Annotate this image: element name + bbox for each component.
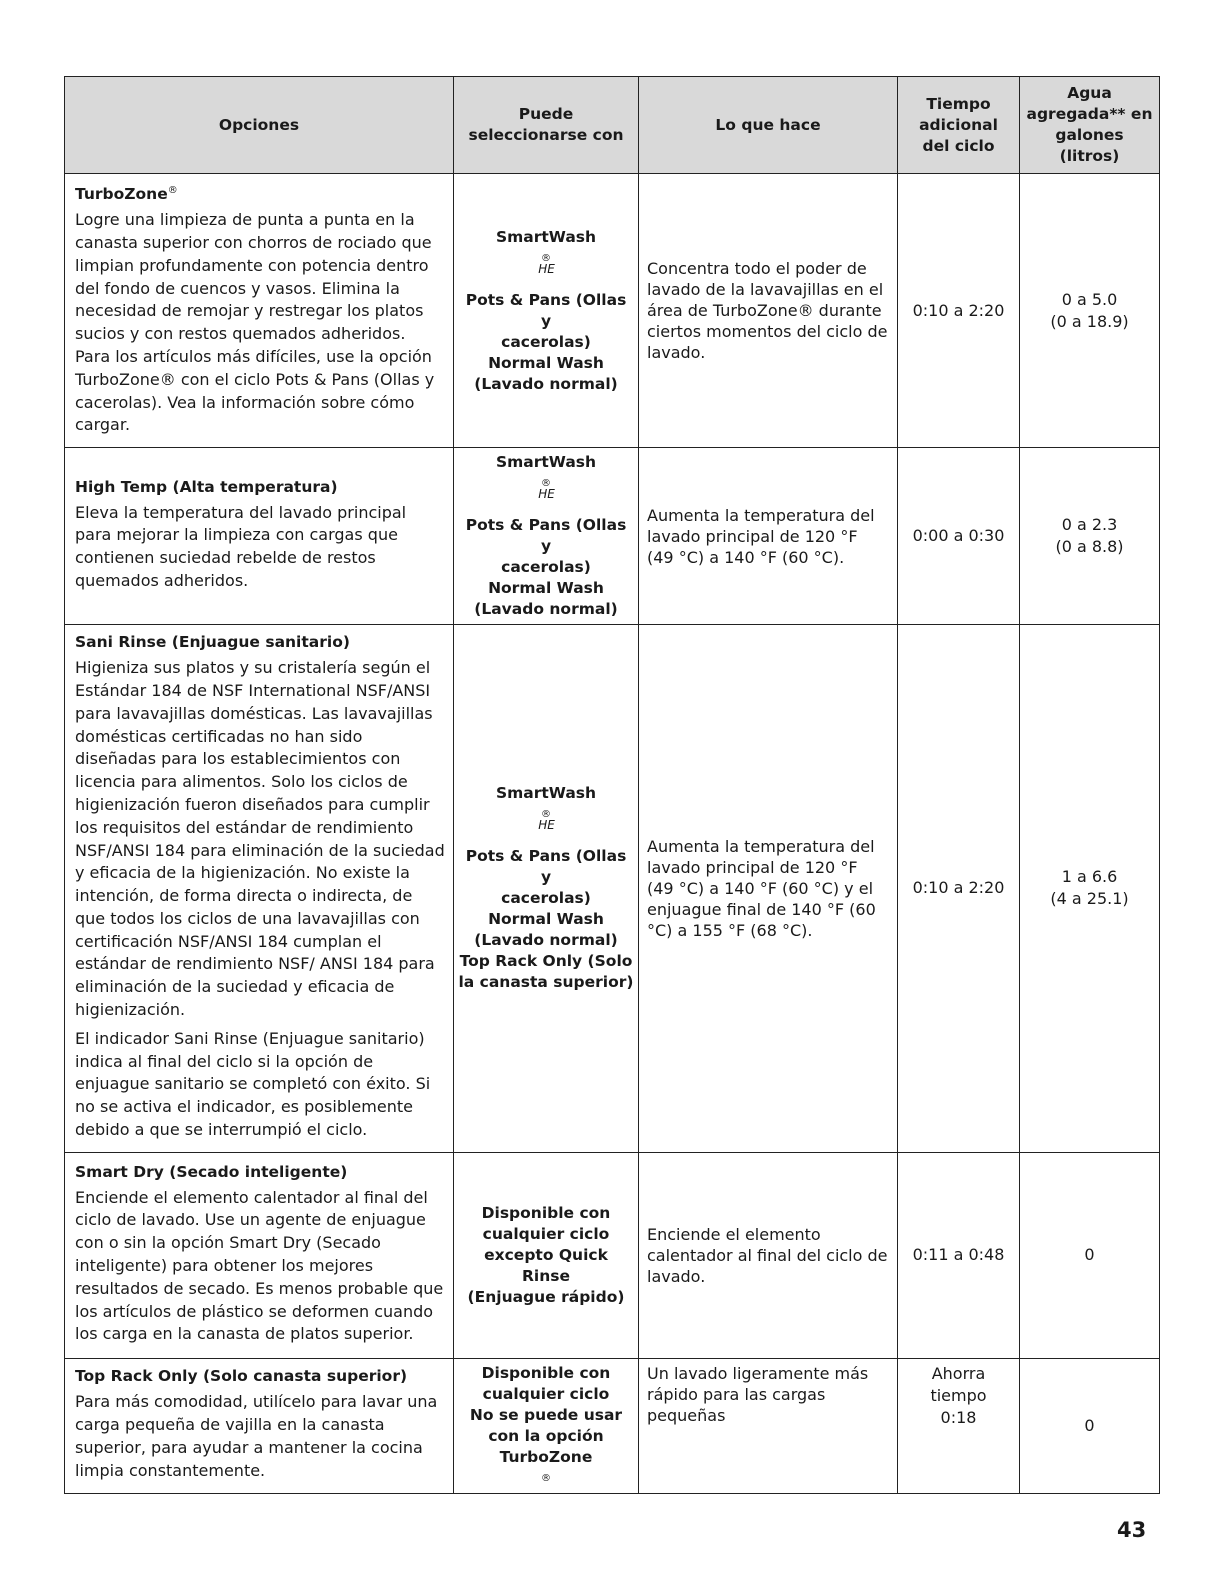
added-time-cell (898, 448, 1020, 625)
selectable-cycle: cualquier ciclo (482, 1224, 610, 1243)
selectable-cycle: (Enjuague rápido) (467, 1287, 625, 1306)
option-description (75, 1391, 445, 1482)
what-it-does-cell: Un lavado ligeramente más rápido para las cargas pequeñas (639, 1358, 898, 1493)
option-title: High Temp (Alta temperatura) (75, 477, 338, 496)
table-row (65, 1358, 1160, 1493)
option-cell (65, 1358, 454, 1493)
selectable-cycle: cacerolas) (501, 332, 591, 351)
what-it-does-cell: Concentra todo el poder de lavado de la lavavajillas en el área de TurboZone® durante ciertos momentos del ciclo de lavado. (639, 174, 898, 448)
selectable-cycle: (Lavado normal) (474, 374, 618, 393)
page-number: 43 (1117, 1518, 1147, 1542)
selectable-with-cell (454, 448, 639, 625)
added-time-value: 0:10 a 2:20 (912, 878, 1005, 898)
selectable-cycle: Top Rack Only (Solo (459, 952, 633, 971)
selectable-with-cell (454, 174, 639, 448)
option-description-paragraph: Eleva la temperatura del lavado principal para mejorar la limpieza con cargas que contienen suciedad rebelde de restos quemados adheridos. (75, 502, 407, 590)
selectable-cycle: Normal Wash (488, 910, 604, 929)
table-row (65, 1152, 1160, 1358)
selectable-cycle: SmartWash ® HE (495, 227, 597, 276)
option-description (75, 657, 445, 1142)
option-description-paragraph: Para más comodidad, utilícelo para lavar una carga pequeña de vajilla en la canasta superior, para ayudar a mantener la cocina limpia constantemente. (75, 1392, 438, 1480)
option-description (75, 502, 445, 593)
table-row (65, 448, 1160, 625)
selectable-cycle: (Lavado normal) (474, 600, 618, 619)
added-time-cell (898, 174, 1020, 448)
table-row (65, 174, 1160, 448)
added-time-value: 0:00 a 0:30 (912, 526, 1005, 546)
added-water-cell (1020, 448, 1160, 625)
added-time-cell (898, 625, 1020, 1153)
added-water-value: 0 a 5.0 (1061, 289, 1118, 309)
table-row (65, 625, 1160, 1153)
what-it-does-cell: Aumenta la temperatura del lavado principal de 120 °F (49 °C) a 140 °F (60 °C). (639, 448, 898, 625)
header-options: Opciones (65, 77, 454, 174)
selectable-cycle: Normal Wash (488, 579, 604, 598)
added-time-value: Ahorra (931, 1363, 986, 1383)
added-water-value: (4 a 25.1) (1050, 889, 1129, 909)
added-water-value: (0 a 18.9) (1050, 311, 1129, 331)
selectable-cycle: con la opción (488, 1426, 604, 1445)
added-time-value: tiempo (930, 1385, 987, 1405)
header-what-it-does: Lo que hace (639, 77, 898, 174)
added-water-value: 0 a 2.3 (1061, 515, 1118, 535)
selectable-cycle: cualquier ciclo (482, 1384, 610, 1403)
option-cell (65, 174, 454, 448)
option-description-paragraph: El indicador Sani Rinse (Enjuague sanitario) indica al final del ciclo si la opción de enjuague sanitario se completó con éxito. Si no se activa el indicador, es posiblemente debido a que se interrumpió el ciclo. (75, 1028, 431, 1140)
selectable-cycle: cacerolas) (501, 558, 591, 577)
selectable-cycle: Normal Wash (488, 353, 604, 372)
added-water-cell (1020, 174, 1160, 448)
selectable-cycle: SmartWash ® HE (495, 784, 597, 833)
added-time-value: 0:18 (940, 1407, 977, 1427)
option-description-paragraph: Higieniza sus platos y su cristalería según el Estándar 184 de NSF International NSF/ANSI para lavavajillas domésticas. Las lavavajillas domésticas certificadas no han sido diseñadas para los establecimientos con licencia para alimentos. Solo los ciclos de higienización fueron diseñados para cumplir los requisitos del estándar de rendimiento NSF/ANSI 184 para eliminación de la suciedad y eficacia de la higienización. No existe la intención, de forma directa o indirecta, de que todos los ciclos de una lavavajillas con certificación NSF/ANSI 184 cumplan el estándar de rendimiento NSF/ ANSI 184 para eliminación de la suciedad y eficacia de higienización. (75, 658, 445, 1020)
option-description-paragraph: Enciende el elemento calentador al final del ciclo de lavado. Use un agente de enjuague con o sin la opción Smart Dry (Secado inteligente) para obtener los mejores resultados de secado. Es menos probable que los artículos de plástico se deformen cuando los carga en la canasta de platos superior. (75, 1187, 444, 1344)
option-title: Smart Dry (Secado inteligente) (75, 1162, 348, 1181)
selectable-cycle: Pots & Pans (Ollas y (465, 516, 627, 556)
selectable-with-cell (454, 1358, 639, 1493)
selectable-cycle: No se puede usar (469, 1405, 623, 1424)
table-body (65, 174, 1160, 1494)
selectable-with-cell (454, 1152, 639, 1358)
selectable-cycle: excepto Quick Rinse (484, 1245, 608, 1285)
option-cell (65, 1152, 454, 1358)
option-description (75, 1187, 445, 1347)
selectable-cycle: Disponible con (481, 1203, 611, 1222)
selectable-cycle: Disponible con (481, 1363, 611, 1382)
selectable-with-cell (454, 625, 639, 1153)
selectable-cycle: la canasta superior) (458, 973, 634, 992)
added-water-cell (1020, 1152, 1160, 1358)
added-water-value: 1 a 6.6 (1061, 867, 1118, 887)
option-cell (65, 448, 454, 625)
option-cell (65, 625, 454, 1153)
selectable-cycle: cacerolas) (501, 889, 591, 908)
added-water-value: 0 (1084, 1245, 1095, 1265)
selectable-cycle: Pots & Pans (Ollas y (465, 847, 627, 887)
header-added-water: Agua agregada** en galones (litros) (1020, 77, 1160, 174)
what-it-does-cell: Enciende el elemento calentador al final del ciclo de lavado. (639, 1152, 898, 1358)
added-water-value: 0 (1084, 1415, 1095, 1435)
added-time-value: 0:11 a 0:48 (912, 1245, 1005, 1265)
added-water-cell (1020, 625, 1160, 1153)
option-title: Top Rack Only (Solo canasta superior) (75, 1367, 408, 1386)
added-water-value: (0 a 8.8) (1055, 537, 1124, 557)
header-added-time: Tiempo adicional del ciclo (898, 77, 1020, 174)
option-description (75, 209, 445, 437)
options-table (64, 76, 1160, 1494)
what-it-does-cell: Aumenta la temperatura del lavado principal de 120 °F (49 °C) a 140 °F (60 °C) y el enjuague final de 140 °F (60 °C) a 155 °F (68 °C). (639, 625, 898, 1153)
table-header-row (65, 77, 1160, 174)
selectable-cycle: TurboZone ® (499, 1447, 593, 1484)
added-time-value: 0:10 a 2:20 (912, 300, 1005, 320)
added-water-cell (1020, 1358, 1160, 1493)
added-time-cell (898, 1358, 1020, 1493)
selectable-cycle: SmartWash ® HE (495, 453, 597, 502)
option-title: Sani Rinse (Enjuague sanitario) (75, 633, 350, 652)
selectable-cycle: Pots & Pans (Ollas y (465, 290, 627, 330)
added-time-cell (898, 1152, 1020, 1358)
option-description-paragraph: Logre una limpieza de punta a punta en la canasta superior con chorros de rociado que limpian profundamente con potencia dentro del fondo de cuencos y vasos. Elimina la necesidad de remojar y restregar los platos sucios y con restos quemados adheridos. Para los artículos más difíciles, use la opción TurboZone® con el ciclo Pots & Pans (Ollas y cacerolas). Vea la información sobre cómo cargar. (75, 210, 435, 435)
option-title: TurboZone® (75, 185, 178, 204)
header-selectable-with: Puede seleccionarse con (454, 77, 639, 174)
selectable-cycle: (Lavado normal) (474, 931, 618, 950)
